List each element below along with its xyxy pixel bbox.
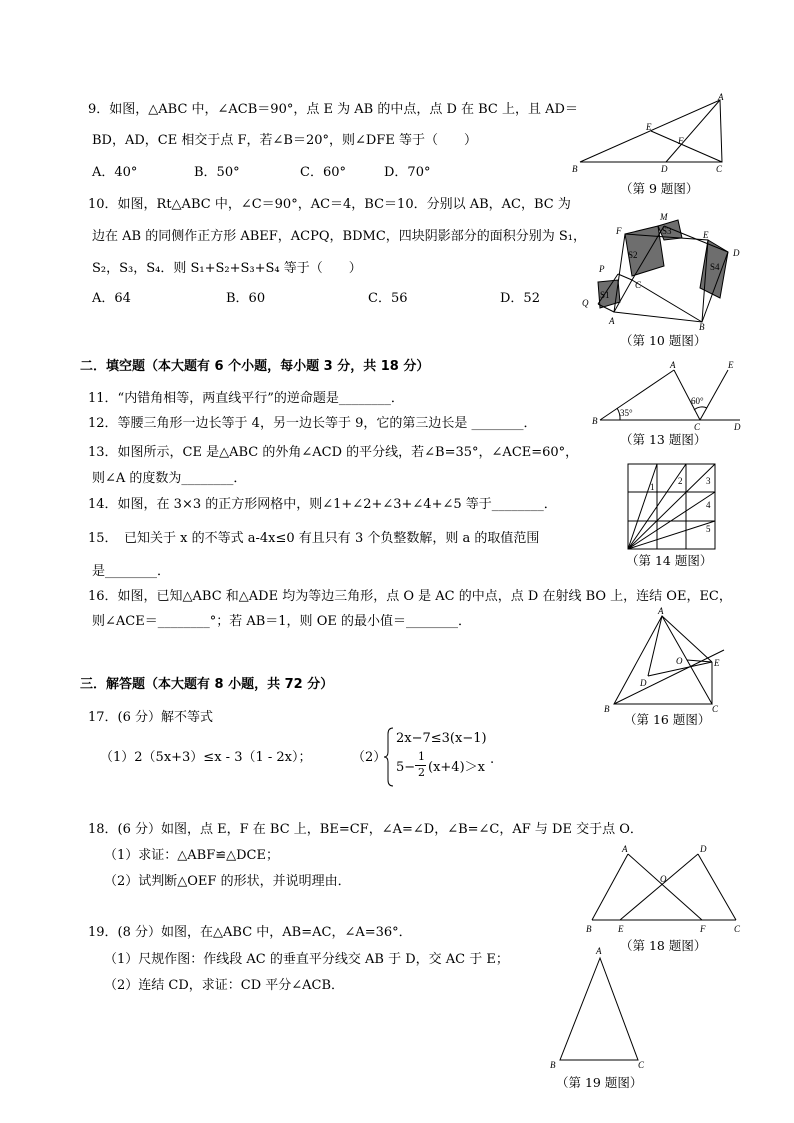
q10-figure <box>578 208 748 332</box>
q14-figure <box>626 462 718 552</box>
q12-text: 12．等腰三角形一边长等于 4，另一边长等于 9，它的第三边长是 ________． <box>88 416 537 431</box>
q10-label-e: E <box>703 230 709 240</box>
q18-part2: （2）试判断△OEF 的形状，并说明理由． <box>104 874 351 889</box>
q10-choice-b: B．60 <box>226 291 266 306</box>
q10-label-m: M <box>660 212 668 222</box>
q9-caption: （第 9 题图） <box>620 181 699 196</box>
q17-frac-numerator: 1 <box>418 750 425 763</box>
q16-label-b: B <box>604 704 610 714</box>
q18-line1: 18．(6 分）如图，点 E，F 在 BC 上，BE=CF，∠A=∠D，∠B=∠C，AF 与 DE 交于点 O． <box>88 822 643 837</box>
section2-title: 二．填空题（本大题有 6 个小题，每小题 3 分，共 18 分） <box>80 359 430 374</box>
q9-choice-a: A．40° <box>92 165 138 180</box>
q17-part2-label: （2） <box>352 750 387 765</box>
q10-choice-a: A．64 <box>92 291 131 306</box>
q10-label-s3: S3 <box>662 226 672 236</box>
q10-choice-d: D．52 <box>500 291 540 306</box>
q19-figure <box>544 944 654 1074</box>
q19-part1: （1）尺规作图：作线段 AC 的垂直平分线交 AB 于 D，交 AC 于 E； <box>104 952 509 967</box>
q16-label-e: E <box>714 658 720 668</box>
q10-label-s4: S4 <box>710 262 720 272</box>
q16-line2: 则∠ACE＝________°；若 AB＝1，则 OE 的最小值＝________． <box>92 614 471 629</box>
q9-label-e: E <box>646 122 652 132</box>
q10-choice-c: C．56 <box>368 291 408 306</box>
q10-label-c: C <box>635 280 642 290</box>
q9-figure <box>570 92 730 180</box>
q10-label-s1: S1 <box>600 290 610 300</box>
q18-figure <box>578 840 746 936</box>
q9-label-c: C <box>716 164 723 174</box>
q17-system-eq2-a: 5− <box>396 760 416 775</box>
q17-system-brace <box>384 726 394 788</box>
q13-caption: （第 13 题图） <box>620 432 707 447</box>
q14-line1: 14．如图，在 3×3 的正方形网格中，则∠1+∠2+∠3+∠4+∠5 等于________． <box>88 497 557 512</box>
q16-label-o: O <box>676 656 683 666</box>
q9-choice-d: D．70° <box>384 165 431 180</box>
q9-choice-c: C．60° <box>300 165 346 180</box>
q14-caption: （第 14 题图） <box>626 553 713 568</box>
q17-system-eq2-b: (x+4)＞x <box>428 760 485 775</box>
q13-label-a: A <box>670 360 676 370</box>
q13-figure <box>590 358 750 430</box>
q19-part2: （2）连结 CD，求证：CD 平分∠ACB． <box>104 978 345 993</box>
q14-angle-3: 3 <box>706 476 711 486</box>
q10-line3: S₂，S₃，S₄．则 S₁+S₂+S₃+S₄ 等于（ ） <box>92 261 362 276</box>
q10-caption: （第 10 题图） <box>620 333 707 348</box>
q19-caption: （第 19 题图） <box>556 1075 643 1090</box>
q18-part1: （1）求证：△ABF≌△DCE； <box>104 848 279 863</box>
q14-angle-2: 2 <box>678 476 683 486</box>
q14-angle-1: 1 <box>650 482 655 492</box>
q11-text: 11．“内错角相等，两直线平行”的逆命题是________． <box>88 391 404 406</box>
q17-frac-denominator: 2 <box>418 766 425 779</box>
q9-label-d: D <box>661 164 668 174</box>
q10-label-f: F <box>616 226 622 236</box>
q13-angle-ace: 60° <box>691 396 704 406</box>
q19-label-b: B <box>550 1060 556 1070</box>
q18-label-e: E <box>618 924 624 934</box>
q17-part1: （1）2（5x+3）≤x - 3（1 - 2x）； <box>100 750 312 765</box>
q16-figure <box>600 606 730 712</box>
q15-line2: 是________． <box>92 564 171 579</box>
q13-angle-b: 35° <box>620 408 633 418</box>
q9-line2: BD，AD，CE 相交于点 F，若∠B＝20°，则∠DFE 等于（ ） <box>92 133 477 148</box>
q18-label-a: A <box>622 844 628 854</box>
q10-label-p: P <box>599 264 605 274</box>
q10-label-a: A <box>609 316 615 326</box>
q18-label-o: O <box>660 874 667 884</box>
q14-angle-4: 4 <box>706 500 711 510</box>
q9-line1: 9．如图，△ABC 中，∠ACB＝90°，点 E 为 AB 的中点，点 D 在 BC 上，且 AD＝ <box>88 102 578 117</box>
q10-line1: 10．如图，Rt△ABC 中，∠C＝90°，AC＝4，BC＝10．分别以 AB，AC，BC 为 <box>88 197 571 212</box>
q10-label-b: B <box>699 322 705 332</box>
q9-label-f: F <box>678 136 684 146</box>
q10-line2: 边在 AB 的同侧作正方形 ABEF，ACPQ，BDMC，四块阴影部分的面积分别为 S₁， <box>92 229 587 244</box>
q16-line1: 16．如图，已知△ABC 和△ADE 均为等边三角形，点 O 是 AC 的中点，点 D 在射线 BO 上，连结 OE，EC， <box>88 589 732 604</box>
q16-caption: （第 16 题图） <box>624 712 711 727</box>
q9-choice-b: B．50° <box>194 165 240 180</box>
q13-label-d: D <box>734 422 741 432</box>
q10-label-d: D <box>733 248 740 258</box>
q17-end-dot: . <box>490 752 495 767</box>
q17-system-eq1: 2x−7≤3(x−1) <box>396 731 487 746</box>
q15-line1: 15． 已知关于 x 的不等式 a-4x≤0 有且只有 3 个负整数解，则 a 的取值范围 <box>88 531 540 546</box>
q13-label-e: E <box>728 360 734 370</box>
q10-label-s2: S2 <box>628 250 638 260</box>
q16-label-d: D <box>640 678 647 688</box>
q13-line1: 13．如图所示，CE 是△ABC 的外角∠ACD 的平分线，若∠B=35°，∠ACE=60°， <box>88 445 579 460</box>
q18-label-f: F <box>700 924 706 934</box>
q17-line1: 17．(6 分）解不等式 <box>88 710 214 725</box>
q19-label-c: C <box>638 1060 645 1070</box>
q13-label-b: B <box>592 416 598 426</box>
q18-caption: （第 18 题图） <box>620 938 707 953</box>
q19-line1: 19．(8 分）如图，在△ABC 中，AB=AC，∠A=36°． <box>88 925 412 940</box>
q9-label-b: B <box>572 164 578 174</box>
q18-label-d: D <box>700 844 707 854</box>
section3-title: 三．解答题（本大题有 8 小题，共 72 分） <box>80 677 334 692</box>
q14-angle-5: 5 <box>706 524 711 534</box>
q16-label-c: C <box>712 704 719 714</box>
q10-label-q: Q <box>582 298 589 308</box>
q16-label-a: A <box>658 606 664 616</box>
q9-label-a: A <box>718 92 724 102</box>
q13-line2: 则∠A 的度数为________． <box>92 471 247 486</box>
q19-label-a: A <box>596 946 602 956</box>
q13-label-c: C <box>694 422 701 432</box>
q18-label-b: B <box>586 924 592 934</box>
q18-label-c: C <box>734 924 741 934</box>
